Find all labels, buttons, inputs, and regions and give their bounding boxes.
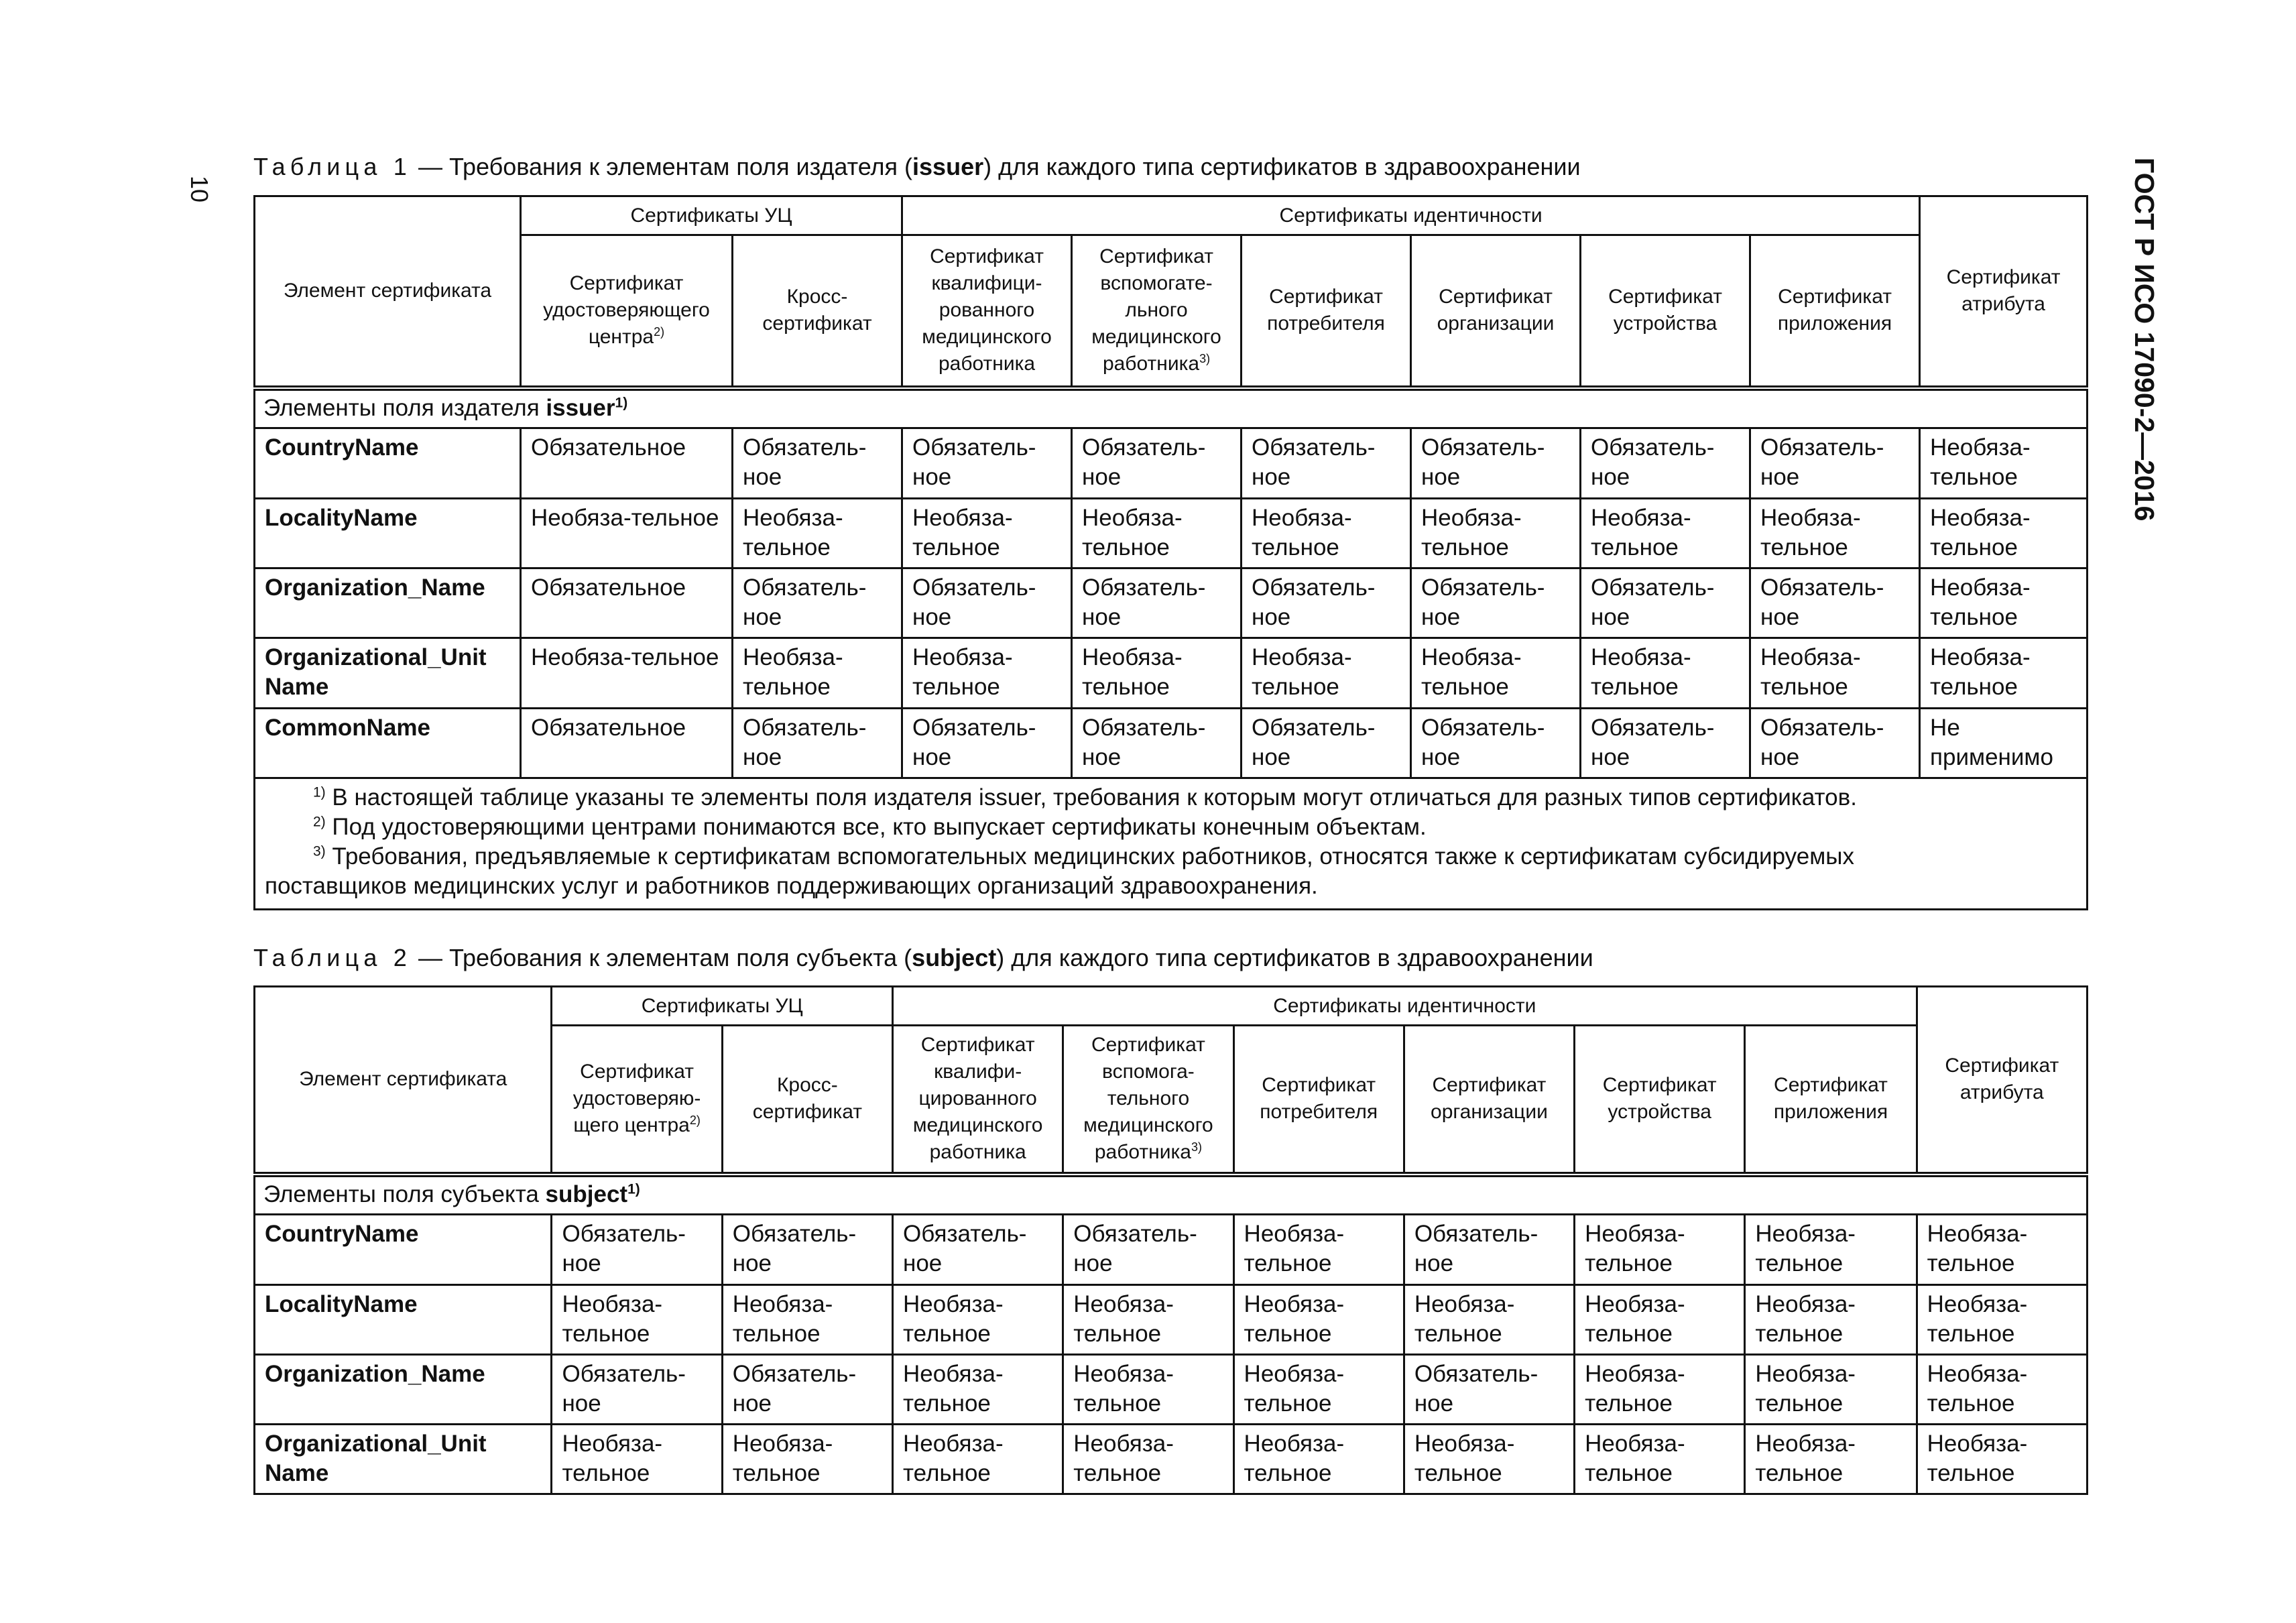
table1-row-element: CommonName xyxy=(255,709,521,778)
table-cell: Обязатель-ное xyxy=(1750,428,1920,499)
table-cell: Необяза-тельное xyxy=(1233,1215,1404,1285)
page-number: 10 xyxy=(186,176,213,203)
table-cell: Обязатель-ное xyxy=(1242,428,1411,499)
table-cell: Необяза-тельное xyxy=(1745,1355,1917,1425)
table-cell: Необяза-тельное xyxy=(1575,1425,1745,1494)
table1-caption xyxy=(253,153,1581,181)
table-cell: Необяза-тельное xyxy=(733,638,902,709)
table2-row-element: Organization_Name xyxy=(255,1355,552,1425)
table-cell: Обязатель-ное xyxy=(1072,568,1242,638)
table2-caption-post: ) для каждого типа сертификатов в здравоохранении xyxy=(996,944,1593,971)
table2-header-group-identity: Сертификаты идентичности xyxy=(893,987,1917,1026)
table-cell: Необяза-тельное xyxy=(1750,638,1920,709)
table1-caption-pre: — Требования к элементам поля издателя ( xyxy=(411,153,913,180)
table-cell: Необяза-тельное xyxy=(1063,1425,1233,1494)
table-cell: Необяза-тельное xyxy=(1745,1285,1917,1355)
table-cell: Обязатель-ное xyxy=(902,568,1072,638)
table-cell: Обязательное xyxy=(521,709,733,778)
table-cell: Необяза-тельное xyxy=(1581,638,1750,709)
table-cell: Необяза-тельное xyxy=(722,1425,892,1494)
table2 xyxy=(253,985,2088,1495)
table-cell: Обязатель-ное xyxy=(902,428,1072,499)
table-cell: Необяза-тельное xyxy=(1581,499,1750,568)
footnote: $^{1)}$ В настоящей таблице указаны те элементы поля издателя issuer, требования к которым могут отличаться для разных типов сертификатов. xyxy=(313,784,1857,810)
table-cell: Обязатель-ное xyxy=(1411,428,1581,499)
table1-header-group-identity: Сертификаты идентичности xyxy=(902,196,1920,235)
table-cell: Необяза-тельное xyxy=(1920,428,2088,499)
table2-header-col: Сертификат потребителя xyxy=(1233,1026,1404,1175)
table-cell: Необяза-тельное xyxy=(893,1285,1063,1355)
table-cell: Необяза-тельное xyxy=(1233,1425,1404,1494)
table-row xyxy=(255,1425,2088,1494)
table-cell: Необяза-тельное xyxy=(902,638,1072,709)
table-cell: Обязатель-ное xyxy=(1750,709,1920,778)
table1-header-col: Кросс-сертификат xyxy=(733,235,902,388)
table-cell: Необяза-тельное xyxy=(1063,1285,1233,1355)
table-cell: Обязательное xyxy=(521,428,733,499)
table2-header-col: Сертификат квалифи-цированного медицинского работника xyxy=(893,1026,1063,1175)
table-cell: Необяза-тельное xyxy=(722,1285,892,1355)
table-cell: Обязатель-ное xyxy=(1063,1215,1233,1285)
table-cell: Необяза-тельное xyxy=(1242,638,1411,709)
table-row xyxy=(255,638,2088,709)
table-cell: Обязатель-ное xyxy=(1581,428,1750,499)
table1-caption-bold: issuer xyxy=(912,153,984,180)
table-row xyxy=(255,1215,2088,1285)
table-cell: Необяза-тельное xyxy=(1745,1215,1917,1285)
table-cell: Необяза-тельное xyxy=(733,499,902,568)
table-cell: Необяза-тельное xyxy=(1917,1425,2087,1494)
table-cell: Обязатель-ное xyxy=(893,1215,1063,1285)
table2-row-element: Organizational_Unit Name xyxy=(255,1425,552,1494)
table-cell: Необяза-тельное xyxy=(1233,1285,1404,1355)
table-cell: Необяза-тельное xyxy=(1917,1215,2087,1285)
table-cell: Необяза-тельное xyxy=(1745,1425,1917,1494)
table-cell: Необяза-тельное xyxy=(1404,1285,1574,1355)
table-row xyxy=(255,428,2088,499)
table1-row-element: LocalityName xyxy=(255,499,521,568)
table-cell: Обязатель-ное xyxy=(1411,709,1581,778)
table-cell: Обязатель-ное xyxy=(722,1215,892,1285)
table-cell: Необяза-тельное xyxy=(552,1285,722,1355)
table-cell: Обязатель-ное xyxy=(733,709,902,778)
table1-header-col: Сертификат квалифици-рованного медицинского работника xyxy=(902,235,1072,388)
table1-caption-label: Таблица 1 xyxy=(253,153,412,180)
table2-header-col: Сертификат устройства xyxy=(1575,1026,1745,1175)
table1-header-col: Сертификат устройства xyxy=(1581,235,1750,388)
table1-header-element: Элемент сертификата xyxy=(255,196,521,388)
table-cell: Необяза-тельное xyxy=(1233,1355,1404,1425)
table2-caption xyxy=(253,944,1593,972)
table-row xyxy=(255,709,2088,778)
table-cell: Необяза-тельное xyxy=(902,499,1072,568)
footnote-continuation: поставщиков медицинских услуг и работников поддерживающих организаций здравоохранения. xyxy=(265,873,1318,899)
table-cell: Обязатель-ное xyxy=(552,1215,722,1285)
table2-section-row: Элементы поля субъекта subject$^{1)}$ xyxy=(255,1175,2088,1215)
table-cell: Необяза-тельное xyxy=(1750,499,1920,568)
table-cell: Необяза-тельное xyxy=(1072,638,1242,709)
table1-header-col: Сертификат удостоверяющего центра$^{2)}$ xyxy=(521,235,733,388)
table-cell: Обязатель-ное xyxy=(1750,568,1920,638)
table-row xyxy=(255,568,2088,638)
table1-header-group-ca: Сертификаты УЦ xyxy=(521,196,902,235)
table-cell: Необяза-тельное xyxy=(1920,499,2088,568)
table-cell: Обязатель-ное xyxy=(1404,1215,1574,1285)
table-cell: Не применимо xyxy=(1920,709,2088,778)
table1-row-element: Organization_Name xyxy=(255,568,521,638)
table-cell: Обязатель-ное xyxy=(733,568,902,638)
table-cell: Необяза-тельное xyxy=(1072,499,1242,568)
table-cell: Обязатель-ное xyxy=(1404,1355,1574,1425)
table-cell: Необяза-тельное xyxy=(1920,568,2088,638)
table-cell: Необяза-тельное xyxy=(1920,638,2088,709)
table-cell: Обязатель-ное xyxy=(1242,709,1411,778)
table2-header-attribute: Сертификат атрибута xyxy=(1917,987,2087,1175)
table-cell: Обязатель-ное xyxy=(552,1355,722,1425)
table1 xyxy=(253,195,2088,910)
table-cell: Обязатель-ное xyxy=(733,428,902,499)
table2-caption-label: Таблица 2 xyxy=(253,944,412,971)
table-cell: Необяза-тельное xyxy=(521,499,733,568)
table2-caption-pre: — Требования к элементам поля субъекта ( xyxy=(411,944,912,971)
table-cell: Обязатель-ное xyxy=(1242,568,1411,638)
table2-caption-bold: subject xyxy=(912,944,997,971)
table2-header-col: Сертификат приложения xyxy=(1745,1026,1917,1175)
table-cell: Обязатель-ное xyxy=(902,709,1072,778)
table-cell: Необяза-тельное xyxy=(1411,638,1581,709)
table-cell: Обязатель-ное xyxy=(722,1355,892,1425)
table2-row-element: LocalityName xyxy=(255,1285,552,1355)
table-cell: Необяза-тельное xyxy=(1404,1425,1574,1494)
standard-code: ГОСТ Р ИСО 17090-2—2016 xyxy=(2129,158,2160,522)
table-cell: Необяза-тельное xyxy=(1575,1285,1745,1355)
table-row xyxy=(255,1355,2088,1425)
table1-caption-post: ) для каждого типа сертификатов в здравоохранении xyxy=(983,153,1581,180)
table-cell: Обязатель-ное xyxy=(1072,428,1242,499)
table-cell: Необяза-тельное xyxy=(1411,499,1581,568)
table-cell: Необяза-тельное xyxy=(521,638,733,709)
table2-header-element: Элемент сертификата xyxy=(255,987,552,1175)
table-cell: Обязательное xyxy=(521,568,733,638)
table-cell: Необяза-тельное xyxy=(1242,499,1411,568)
table2-header-col: Сертификат вспомога-тельного медицинского работника$^{3)}$ xyxy=(1063,1026,1233,1175)
table2-row-element: CountryName xyxy=(255,1215,552,1285)
table-cell: Обязатель-ное xyxy=(1581,709,1750,778)
table1-header-col: Сертификат организации xyxy=(1411,235,1581,388)
table1-header-col: Сертификат приложения xyxy=(1750,235,1920,388)
table1-footnotes xyxy=(255,778,2088,910)
table1-header-col: Сертификат вспомогате-льного медицинского работника$^{3)}$ xyxy=(1072,235,1242,388)
table2-header-col: Сертификат удостоверяю-щего центра$^{2)}$ xyxy=(552,1026,722,1175)
table-cell: Необяза-тельное xyxy=(1575,1215,1745,1285)
table-cell: Необяза-тельное xyxy=(893,1425,1063,1494)
table1-row-element: CountryName xyxy=(255,428,521,499)
table-cell: Необяза-тельное xyxy=(893,1355,1063,1425)
table2-header-col: Кросс-сертификат xyxy=(722,1026,892,1175)
table-cell: Обязатель-ное xyxy=(1072,709,1242,778)
table-cell: Необяза-тельное xyxy=(552,1425,722,1494)
table-cell: Обязатель-ное xyxy=(1411,568,1581,638)
table-cell: Обязатель-ное xyxy=(1581,568,1750,638)
table1-header-col: Сертификат потребителя xyxy=(1242,235,1411,388)
table-cell: Необяза-тельное xyxy=(1917,1355,2087,1425)
table2-header-group-ca: Сертификаты УЦ xyxy=(552,987,893,1026)
table-row xyxy=(255,499,2088,568)
table1-section-row: Элементы поля издателя issuer$^{1)}$ xyxy=(255,388,2088,428)
table-cell: Необяза-тельное xyxy=(1575,1355,1745,1425)
table-cell: Необяза-тельное xyxy=(1063,1355,1233,1425)
footnote: $^{3)}$ Требования, предъявляемые к сертификатам вспомогательных медицинских работников, относятся также к сертификатам субсидируемых xyxy=(313,843,1854,869)
table-cell: Необяза-тельное xyxy=(1917,1285,2087,1355)
table-row xyxy=(255,1285,2088,1355)
footnote: $^{2)}$ Под удостоверяющими центрами понимаются все, кто выпускает сертификаты конечным объектам. xyxy=(313,814,1427,840)
table1-row-element: Organizational_Unit Name xyxy=(255,638,521,709)
table2-header-col: Сертификат организации xyxy=(1404,1026,1574,1175)
table1-header-attribute: Сертификат атрибута xyxy=(1920,196,2088,388)
